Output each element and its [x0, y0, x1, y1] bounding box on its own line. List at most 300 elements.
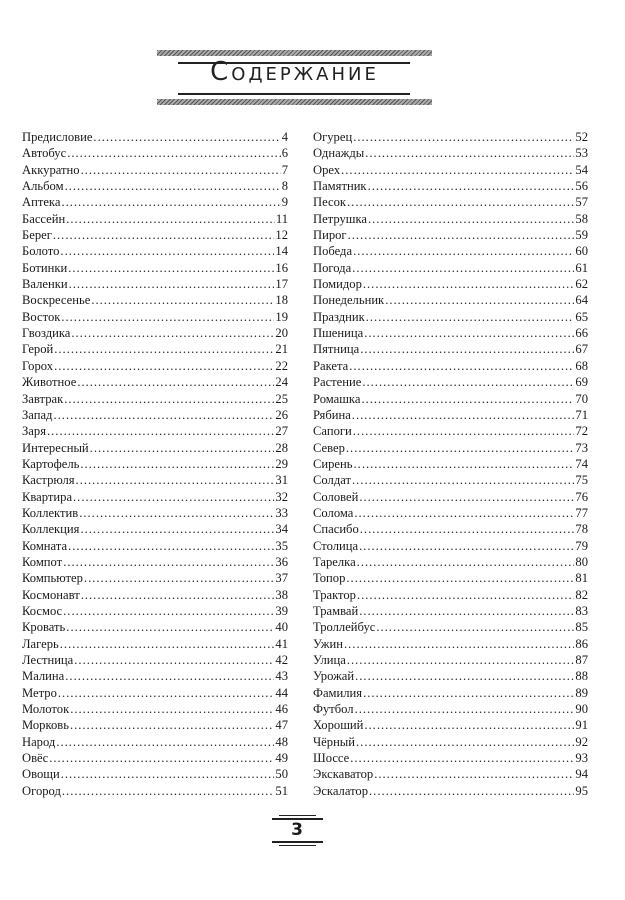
toc-leader-dots — [362, 374, 574, 390]
toc-leader-dots — [346, 440, 575, 456]
toc-entry-title: Бассейн — [22, 211, 66, 226]
toc-entry-title: Футбол — [313, 702, 354, 717]
toc-entry — [22, 636, 288, 652]
toc-leader-dots — [69, 276, 275, 292]
toc-column-left — [22, 129, 288, 799]
toc-entry-title: Овёс — [22, 751, 49, 766]
toc-entry-title: Трактор — [313, 587, 356, 602]
toc-entry-title: Берег — [22, 228, 52, 243]
title-hatch-top — [157, 50, 432, 56]
toc-entry — [22, 440, 288, 456]
toc-leader-dots — [341, 162, 574, 178]
toc-entry-page: 52 — [575, 130, 588, 144]
toc-leader-dots — [63, 603, 274, 619]
toc-leader-dots — [54, 341, 274, 357]
toc-leader-dots — [67, 145, 281, 161]
toc-entry-page: 39 — [275, 603, 288, 618]
toc-entry — [22, 194, 288, 210]
toc-entry — [313, 766, 588, 782]
toc-entry — [313, 194, 588, 210]
toc-entry-title: Малина — [22, 669, 65, 684]
toc-leader-dots — [352, 407, 575, 423]
toc-entry-page: 57 — [575, 195, 588, 210]
toc-entry-title: Фамилия — [313, 685, 363, 700]
toc-entry — [22, 227, 288, 243]
toc-entry-title: Рябина — [313, 407, 351, 422]
toc-leader-dots — [365, 145, 574, 161]
toc-entry-title: Троллейбус — [313, 620, 376, 635]
toc-entry — [22, 309, 288, 325]
toc-leader-dots — [360, 521, 575, 537]
toc-leader-dots — [352, 260, 574, 276]
toc-leader-dots — [361, 391, 574, 407]
toc-entry — [22, 766, 288, 782]
toc-entry — [313, 538, 588, 554]
toc-entry — [313, 391, 588, 407]
toc-leader-dots — [81, 162, 281, 178]
toc-entry-page: 90 — [575, 702, 588, 717]
toc-entry-page: 93 — [575, 751, 588, 766]
toc-entry — [313, 440, 588, 456]
toc-entry-page: 19 — [275, 309, 288, 324]
toc-entry-page: 42 — [275, 653, 288, 667]
toc-entry — [22, 685, 288, 701]
toc-entry-title: Пшеница — [313, 326, 364, 341]
toc-entry-page: 76 — [575, 489, 588, 504]
toc-entry-title: Коллекция — [22, 522, 80, 537]
toc-entry-title: Лестница — [22, 653, 74, 667]
toc-entry-page: 65 — [575, 309, 588, 324]
toc-leader-dots — [47, 423, 274, 439]
toc-entry — [313, 341, 588, 357]
toc-entry-page: 53 — [575, 146, 588, 161]
toc-entry-title: Народ — [22, 734, 56, 749]
toc-entry-page: 81 — [575, 571, 588, 586]
toc-leader-dots — [355, 701, 575, 717]
toc-leader-dots — [368, 178, 575, 194]
toc-leader-dots — [352, 472, 574, 488]
toc-leader-dots — [70, 717, 274, 733]
page-number: 3 — [291, 820, 303, 840]
page-number-rule — [279, 815, 316, 816]
toc-entry-page: 18 — [275, 293, 288, 308]
toc-entry-page: 49 — [275, 751, 288, 766]
toc-entry-title: Погода — [313, 260, 352, 275]
toc-entry-title: Сапоги — [313, 424, 352, 439]
toc-entry-title: Трамвай — [313, 603, 359, 618]
toc-leader-dots — [366, 309, 575, 325]
toc-leader-dots — [65, 668, 274, 684]
toc-entry-title: Соловей — [313, 489, 359, 504]
toc-leader-dots — [346, 570, 574, 586]
toc-entry-title: Ракета — [313, 358, 349, 373]
toc-entry-page: 26 — [275, 407, 288, 422]
toc-entry-page: 72 — [575, 424, 588, 439]
toc-leader-dots — [374, 766, 574, 782]
toc-entry — [22, 521, 288, 537]
toc-leader-dots — [63, 554, 274, 570]
toc-leader-dots — [76, 472, 275, 488]
toc-entry — [22, 619, 288, 635]
toc-entry-title: Воскресенье — [22, 293, 91, 308]
toc-leader-dots — [350, 750, 574, 766]
toc-entry-title: Комната — [22, 538, 68, 553]
toc-leader-dots — [359, 489, 574, 505]
toc-entry-page: 25 — [275, 391, 288, 406]
toc-entry-page: 28 — [275, 440, 288, 455]
toc-entry-page: 89 — [575, 685, 588, 700]
toc-entry-title: Молоток — [22, 702, 70, 717]
toc-entry — [313, 358, 588, 374]
toc-leader-dots — [353, 423, 575, 439]
toc-entry-title: Песок — [313, 195, 347, 210]
toc-leader-dots — [73, 489, 274, 505]
toc-entry-page: 56 — [575, 179, 588, 194]
toc-entry-page: 36 — [275, 554, 288, 569]
toc-entry — [313, 456, 588, 472]
toc-entry — [22, 358, 288, 374]
title-rule-bottom — [178, 93, 410, 95]
toc-entry-title: Альбом — [22, 179, 64, 194]
toc-entry-title: Валенки — [22, 277, 68, 292]
toc-leader-dots — [71, 325, 274, 341]
toc-entry-title: Солдат — [313, 473, 351, 488]
toc-entry-page: 61 — [575, 260, 588, 275]
toc-entry-title: Орех — [313, 162, 341, 177]
toc-entry — [313, 619, 588, 635]
toc-leader-dots — [49, 750, 274, 766]
toc-entry — [313, 489, 588, 505]
toc-entry-page: 92 — [575, 734, 588, 749]
toc-entry-page: 95 — [575, 783, 588, 798]
toc-entry-title: Метро — [22, 685, 57, 700]
toc-leader-dots — [357, 587, 574, 603]
toc-entry-title: Пирог — [313, 228, 347, 243]
toc-entry-title: Кастрюля — [22, 473, 75, 488]
toc-entry-page: 32 — [275, 489, 288, 504]
toc-entry-page: 9 — [281, 195, 288, 210]
toc-entry-title: Овощи — [22, 767, 60, 782]
toc-leader-dots — [53, 227, 275, 243]
toc-leader-dots — [347, 194, 574, 210]
toc-entry-title: Однажды — [313, 146, 365, 161]
toc-entry-title: Аптека — [22, 195, 61, 210]
toc-entry-title: Аккуратно — [22, 162, 80, 177]
toc-entry-title: Ужин — [313, 636, 343, 651]
toc-entry — [313, 227, 588, 243]
toc-entry-title: Компот — [22, 554, 63, 569]
toc-entry-title: Хороший — [313, 718, 364, 733]
toc-leader-dots — [90, 440, 275, 456]
toc-leader-dots — [60, 636, 275, 652]
toc-entry-page: 34 — [275, 522, 288, 537]
toc-leader-dots — [54, 358, 274, 374]
toc-entry-page: 78 — [575, 522, 588, 537]
toc-leader-dots — [354, 456, 575, 472]
toc-entry-page: 38 — [275, 587, 288, 602]
toc-entry — [313, 652, 588, 668]
toc-entry-page: 62 — [575, 277, 588, 292]
toc-column-right — [313, 129, 588, 799]
toc-entry-page: 73 — [575, 440, 588, 455]
toc-entry-page: 67 — [575, 342, 588, 357]
toc-entry-title: Помидор — [313, 277, 362, 292]
toc-entry — [22, 538, 288, 554]
toc-entry-title: Предисловие — [22, 130, 93, 144]
toc-entry-title: Герой — [22, 342, 54, 357]
toc-entry-page: 69 — [575, 375, 588, 390]
toc-entry — [313, 603, 588, 619]
toc-entry — [313, 554, 588, 570]
toc-entry-title: Запад — [22, 407, 53, 422]
toc-entry-title: Чёрный — [313, 734, 356, 749]
toc-entry-page: 29 — [275, 456, 288, 471]
toc-entry-title: Понедельник — [313, 293, 385, 308]
toc-entry-page: 46 — [275, 702, 288, 717]
toc-entry-page: 43 — [275, 669, 288, 684]
toc-leader-dots — [353, 243, 574, 259]
toc-entry-title: Компьютер — [22, 571, 83, 586]
toc-entry-title: Заря — [22, 424, 46, 439]
toc-entry-title: Солома — [313, 505, 354, 520]
toc-entry-page: 21 — [275, 342, 288, 357]
toc-entry-page: 71 — [575, 407, 588, 422]
toc-entry — [313, 734, 588, 750]
toc-entry-page: 31 — [275, 473, 288, 488]
toc-entry-page: 70 — [575, 391, 588, 406]
toc-entry-title: Сирень — [313, 456, 353, 471]
toc-entry-title: Автобус — [22, 146, 67, 161]
toc-entry — [22, 701, 288, 717]
toc-entry-page: 37 — [275, 571, 288, 586]
toc-entry — [313, 325, 588, 341]
toc-entry — [22, 783, 288, 799]
toc-entry — [22, 603, 288, 619]
toc-entry-page: 4 — [281, 130, 288, 144]
page-number-rule — [279, 845, 316, 846]
toc-entry-page: 64 — [575, 293, 588, 308]
toc-entry-title: Болото — [22, 244, 60, 259]
toc-entry-page: 17 — [275, 277, 288, 292]
toc-leader-dots — [62, 783, 275, 799]
toc-entry-title: Урожай — [313, 669, 355, 684]
toc-leader-dots — [376, 619, 574, 635]
toc-entry-title: Петрушка — [313, 211, 367, 226]
toc-entry-title: Победа — [313, 244, 353, 259]
toc-entry-title: Ботинки — [22, 260, 68, 275]
toc-leader-dots — [360, 341, 574, 357]
toc-entry — [313, 178, 588, 194]
toc-entry — [313, 374, 588, 390]
toc-entry — [22, 162, 288, 178]
toc-entry — [22, 554, 288, 570]
toc-leader-dots — [385, 292, 574, 308]
toc-leader-dots — [356, 734, 574, 750]
toc-entry — [313, 129, 588, 145]
toc-entry — [22, 587, 288, 603]
toc-entry — [22, 129, 288, 145]
toc-entry-title: Интересный — [22, 440, 89, 455]
toc-entry — [313, 521, 588, 537]
toc-entry-page: 44 — [275, 685, 288, 700]
toc-entry-title: Север — [313, 440, 345, 455]
toc-entry — [313, 701, 588, 717]
toc-entry — [313, 407, 588, 423]
toc-leader-dots — [357, 554, 575, 570]
toc-entry — [22, 243, 288, 259]
toc-entry-page: 8 — [281, 179, 288, 194]
toc-leader-dots — [58, 685, 275, 701]
toc-entry — [22, 407, 288, 423]
toc-entry-title: Столица — [313, 538, 359, 553]
toc-entry-title: Огород — [22, 783, 61, 798]
toc-entry — [22, 325, 288, 341]
toc-entry — [313, 685, 588, 701]
toc-entry — [22, 276, 288, 292]
toc-leader-dots — [354, 505, 574, 521]
toc-entry — [22, 374, 288, 390]
toc-leader-dots — [74, 652, 274, 668]
toc-entry — [313, 472, 588, 488]
toc-entry-page: 83 — [575, 603, 588, 618]
toc-entry-page: 35 — [275, 538, 288, 553]
toc-leader-dots — [60, 243, 274, 259]
toc-entry-page: 11 — [275, 211, 288, 226]
toc-leader-dots — [79, 505, 274, 521]
toc-entry — [22, 292, 288, 308]
toc-entry — [313, 211, 588, 227]
toc-entry — [313, 162, 588, 178]
toc-leader-dots — [64, 391, 274, 407]
toc-leader-dots — [66, 619, 274, 635]
toc-entry-page: 80 — [575, 554, 588, 569]
toc-entry-page: 16 — [275, 260, 288, 275]
toc-leader-dots — [369, 783, 574, 799]
toc-entry-title: Огурец — [313, 130, 353, 144]
toc-entry-page: 87 — [575, 653, 588, 667]
toc-leader-dots — [84, 570, 274, 586]
toc-entry-page: 6 — [281, 146, 288, 161]
toc-entry-title: Памятник — [313, 179, 367, 194]
toc-entry-page: 7 — [281, 162, 288, 177]
toc-entry-page: 40 — [275, 620, 288, 635]
toc-entry-title: Квартира — [22, 489, 73, 504]
toc-entry — [22, 734, 288, 750]
toc-entry-page: 60 — [575, 244, 588, 259]
toc-entry-page: 14 — [275, 244, 288, 259]
toc-entry-page: 27 — [275, 424, 288, 439]
toc-leader-dots — [359, 603, 574, 619]
toc-leader-dots — [93, 129, 280, 145]
toc-entry — [313, 276, 588, 292]
toc-entry-title: Ромашка — [313, 391, 361, 406]
toc-entry-page: 12 — [275, 228, 288, 243]
toc-leader-dots — [355, 668, 574, 684]
toc-entry-title: Спасибо — [313, 522, 359, 537]
toc-leader-dots — [363, 276, 575, 292]
toc-entry-page: 82 — [575, 587, 588, 602]
toc-leader-dots — [68, 260, 274, 276]
toc-entry — [22, 489, 288, 505]
toc-entry-title: Завтрак — [22, 391, 64, 406]
toc-entry-page: 86 — [575, 636, 588, 651]
toc-entry-page: 74 — [575, 456, 588, 471]
page-title: Содержание — [210, 57, 379, 87]
toc-entry-title: Животное — [22, 375, 77, 390]
toc-entry — [22, 145, 288, 161]
toc-entry-title: Кровать — [22, 620, 66, 635]
toc-leader-dots — [61, 766, 275, 782]
toc-entry-title: Космонавт — [22, 587, 80, 602]
toc-entry-title: Восток — [22, 309, 61, 324]
toc-leader-dots — [81, 587, 275, 603]
toc-entry-title: Лагерь — [22, 636, 59, 651]
toc-entry-title: Горох — [22, 358, 54, 373]
toc-entry — [313, 668, 588, 684]
toc-entry-title: Праздник — [313, 309, 365, 324]
toc-entry-page: 48 — [275, 734, 288, 749]
toc-entry-title: Гвоздика — [22, 326, 71, 341]
toc-leader-dots — [80, 521, 274, 537]
toc-leader-dots — [364, 325, 574, 341]
toc-leader-dots — [91, 292, 274, 308]
toc-entry — [22, 505, 288, 521]
toc-entry-page: 88 — [575, 669, 588, 684]
toc-leader-dots — [61, 194, 280, 210]
toc-entry-title: Коллектив — [22, 505, 79, 520]
toc-entry — [22, 652, 288, 668]
toc-leader-dots — [77, 374, 274, 390]
toc-entry — [313, 636, 588, 652]
toc-leader-dots — [66, 211, 275, 227]
toc-entry-page: 79 — [575, 538, 588, 553]
toc-entry-title: Эскалатор — [313, 783, 369, 798]
toc-leader-dots — [347, 652, 575, 668]
toc-entry-title: Пятница — [313, 342, 360, 357]
toc-entry-page: 22 — [275, 358, 288, 373]
toc-entry-page: 68 — [575, 358, 588, 373]
toc-entry — [313, 309, 588, 325]
toc-entry — [22, 391, 288, 407]
title-hatch-bottom — [157, 99, 432, 105]
toc-entry — [22, 341, 288, 357]
toc-entry-title: Топор — [313, 571, 346, 586]
page-number-rule — [272, 841, 323, 843]
toc-entry-page: 66 — [575, 326, 588, 341]
toc-leader-dots — [53, 407, 274, 423]
toc-leader-dots — [80, 456, 274, 472]
toc-entry — [313, 587, 588, 603]
toc-entry-title: Растение — [313, 375, 362, 390]
toc-entry-page: 47 — [275, 718, 288, 733]
toc-leader-dots — [56, 734, 274, 750]
toc-entry-title: Экскаватор — [313, 767, 374, 782]
toc-entry — [313, 260, 588, 276]
toc-entry-page: 75 — [575, 473, 588, 488]
toc-entry-page: 59 — [575, 228, 588, 243]
toc-leader-dots — [363, 685, 574, 701]
toc-entry-page: 94 — [575, 767, 588, 782]
toc-leader-dots — [348, 227, 575, 243]
toc-leader-dots — [359, 538, 574, 554]
toc-entry-page: 77 — [575, 505, 588, 520]
toc-entry-page: 58 — [575, 211, 588, 226]
toc-leader-dots — [65, 178, 281, 194]
toc-entry-page: 85 — [575, 620, 588, 635]
toc-entry-title: Морковь — [22, 718, 69, 733]
toc-leader-dots — [353, 129, 574, 145]
toc-entry-page: 51 — [275, 783, 288, 798]
